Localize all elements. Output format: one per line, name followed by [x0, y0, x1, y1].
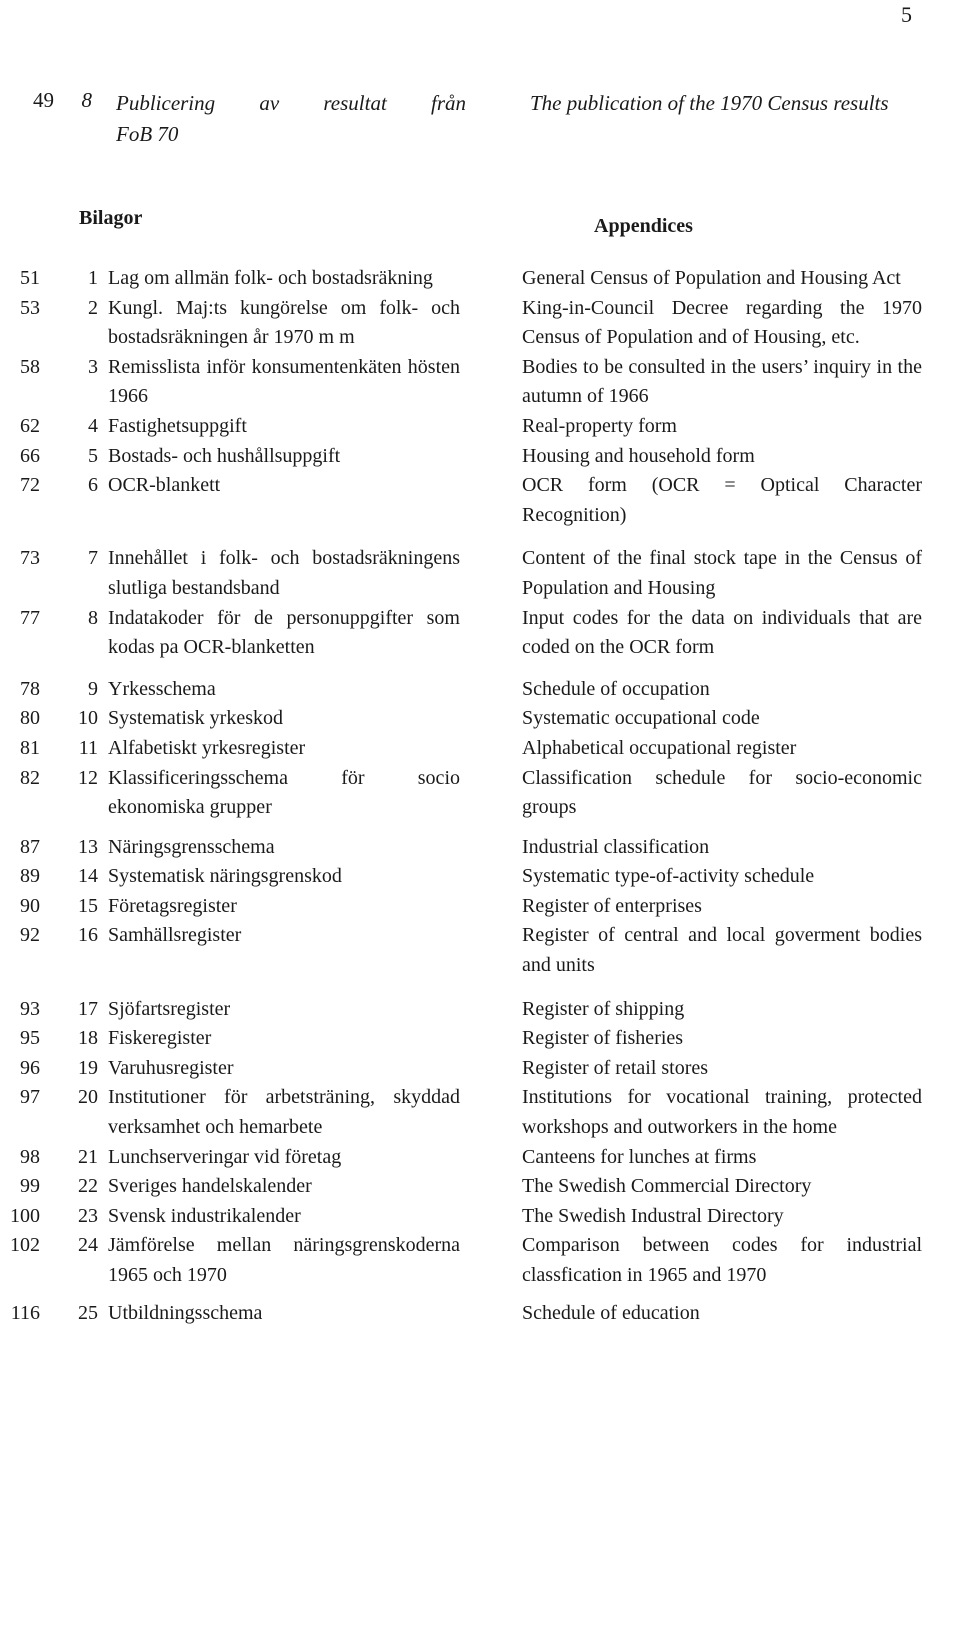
appendix-row [0, 412, 960, 442]
appendix-title-en: OCR form (OCR = Optical Character Recognition) [522, 474, 922, 526]
heading-appendices: Appendices [594, 215, 693, 237]
page-number: 5 [901, 2, 912, 27]
appendix-row [0, 471, 960, 530]
appendix-row [0, 544, 960, 603]
appendix-title-en: Content of the final stock tape in the Census of Population and Housing [522, 547, 922, 599]
appendix-number: 5 [88, 444, 98, 467]
appendix-page: 90 [20, 894, 40, 917]
appendix-row [0, 734, 960, 764]
publication-number: 8 [81, 88, 92, 112]
appendix-title-sv: OCR-blankett [108, 474, 221, 497]
appendix-page: 87 [20, 835, 40, 858]
appendix-row [0, 1083, 960, 1142]
appendix-list [0, 264, 960, 1328]
appendix-title-en: Systematic type-of-activity schedule [522, 865, 815, 888]
publication-title-sv [116, 88, 466, 150]
appendix-title-sv: Alfabetiskt yrkesregister [108, 736, 306, 759]
appendix-page: 92 [20, 924, 40, 947]
appendix-row [0, 892, 960, 922]
appendix-title-en: Register of central and local goverment bodies and units [522, 924, 922, 977]
appendix-page: 81 [20, 736, 40, 759]
appendix-title-en: Schedule of education [522, 1301, 700, 1324]
appendix-page: 51 [20, 267, 40, 289]
appendix-title-sv: Svensk industrikalender [108, 1204, 301, 1227]
appendix-row [0, 442, 960, 472]
appendix-row [0, 1054, 960, 1084]
appendix-row [0, 764, 960, 823]
appendix-number: 21 [78, 1145, 98, 1168]
appendix-number: 24 [78, 1234, 98, 1257]
appendix-page: 77 [20, 606, 40, 629]
appendix-title-sv: Samhällsregister [108, 924, 242, 947]
appendix-page: 82 [20, 766, 40, 789]
appendix-row [0, 1202, 960, 1232]
publication-title-sv-line1: Publicering av resultat från [116, 91, 466, 115]
appendix-row [0, 1299, 960, 1329]
appendix-title-en: Institutions for vocational training, protected workshops and outworkers in the home [522, 1086, 922, 1139]
appendix-row [0, 921, 960, 980]
appendix-number: 6 [88, 474, 98, 497]
appendix-number: 17 [78, 997, 98, 1020]
appendix-title-en: Alphabetical occupational register [522, 736, 797, 759]
appendix-title-sv: Kungl. Maj:ts kungörelse om folk- och bostadsräkningen år 1970 m m [108, 296, 460, 349]
appendix-number: 13 [78, 835, 98, 858]
appendix-title-sv: Utbildningsschema [108, 1301, 263, 1324]
appendix-title-sv: Institutioner för arbetsträning, skyddad verksamhet och hemarbete [108, 1086, 460, 1139]
appendix-number: 2 [88, 296, 98, 319]
appendix-number: 8 [88, 606, 98, 629]
appendix-title-sv: Lag om allmän folk- och bostadsräkning [108, 267, 433, 289]
appendix-page: 58 [20, 355, 40, 378]
appendix-title-sv: Yrkesschema [108, 677, 216, 700]
appendix-row [0, 264, 960, 294]
appendix-title-en: The Swedish Commercial Directory [522, 1175, 812, 1198]
appendix-row [0, 1172, 960, 1202]
appendix-number: 23 [78, 1204, 98, 1227]
appendix-page: 97 [20, 1086, 40, 1109]
appendix-row [0, 862, 960, 892]
appendix-row [0, 353, 960, 412]
appendix-number: 12 [78, 766, 98, 789]
appendix-title-sv: Lunchserveringar vid företag [108, 1145, 342, 1168]
appendix-title-en: Systematic occupational code [522, 707, 760, 730]
appendix-title-en: Industrial classification [522, 835, 710, 858]
appendix-number: 11 [78, 736, 98, 759]
appendix-title-en: Register of enterprises [522, 894, 702, 917]
appendix-title-sv: Fiskeregister [108, 1027, 212, 1050]
appendix-number: 22 [78, 1175, 98, 1198]
appendix-page: 53 [20, 296, 40, 319]
publication-entry [0, 88, 960, 148]
appendix-number: 25 [78, 1301, 98, 1324]
appendix-page: 96 [20, 1056, 40, 1079]
appendix-title-en: Canteens for lunches at firms [522, 1145, 757, 1168]
appendix-title-en: Register of fisheries [522, 1027, 684, 1050]
appendix-title-sv: Fastighetsuppgift [108, 414, 247, 437]
appendix-title-sv: Varuhusregister [108, 1056, 234, 1079]
appendix-row [0, 604, 960, 663]
appendix-number: 10 [78, 707, 98, 730]
appendix-row [0, 833, 960, 863]
appendix-number: 7 [88, 547, 98, 570]
appendix-number: 3 [88, 355, 98, 378]
appendix-page: 102 [10, 1234, 40, 1257]
appendix-number: 19 [78, 1056, 98, 1079]
appendix-title-en: Real-property form [522, 414, 677, 437]
appendix-number: 9 [88, 677, 98, 700]
appendix-page: 116 [10, 1301, 40, 1324]
appendix-title-en: Comparison between codes for industrial classfication in 1965 and 1970 [522, 1234, 922, 1286]
appendix-title-sv: Bostads- och hushållsuppgift [108, 444, 341, 467]
appendix-page: 78 [20, 677, 40, 700]
appendix-title-en: General Census of Population and Housing Act [522, 267, 901, 289]
appendix-number: 20 [78, 1086, 98, 1109]
appendix-title-en: Housing and household form [522, 444, 755, 467]
appendix-page: 62 [20, 414, 40, 437]
appendix-title-en: Register of shipping [522, 997, 685, 1020]
appendix-number: 1 [88, 267, 98, 289]
appendix-title-en: Register of retail stores [522, 1056, 709, 1079]
appendix-row [0, 294, 960, 353]
appendix-row [0, 1231, 960, 1290]
appendix-title-sv: Jämförelse mellan näringsgrenskoderna 1965 och 1970 [108, 1234, 460, 1286]
appendix-title-sv: Näringsgrensschema [108, 835, 275, 858]
appendix-title-sv: Klassificeringsschema för socio ekonomiska grupper [108, 766, 460, 819]
appendix-title-sv: Sjöfartsregister [108, 997, 231, 1020]
appendix-title-sv: Remisslista inför konsumentenkäten hösten 1966 [108, 355, 460, 408]
appendix-page: 99 [20, 1175, 40, 1198]
publication-title-sv-line2: FoB 70 [116, 122, 179, 146]
appendix-number: 15 [78, 894, 98, 917]
appendix-page: 72 [20, 474, 40, 497]
appendix-title-sv: Innehållet i folk- och bostadsräkningens slutliga bestandsband [108, 547, 460, 599]
appendix-page: 73 [20, 547, 40, 570]
appendix-title-en: Schedule of occupation [522, 677, 710, 700]
appendix-row [0, 1143, 960, 1173]
appendix-number: 16 [78, 924, 98, 947]
appendix-row [0, 995, 960, 1025]
appendix-title-en: Input codes for the data on individuals that are coded on the OCR form [522, 606, 922, 659]
heading-bilagor: Bilagor [79, 207, 143, 229]
appendix-title-sv: Indatakoder för de personuppgifter som kodas pa OCR-blanketten [108, 606, 460, 659]
appendix-row [0, 675, 960, 705]
appendix-title-sv: Sveriges handelskalender [108, 1175, 312, 1198]
appendix-row [0, 1024, 960, 1054]
appendix-page: 80 [20, 707, 40, 730]
appendix-title-en: Classification schedule for socio-economic groups [522, 766, 922, 819]
appendix-title-en: The Swedish Industral Directory [522, 1204, 784, 1227]
appendix-title-en: Bodies to be consulted in the users’ inquiry in the autumn of 1966 [522, 355, 922, 408]
appendix-row [0, 704, 960, 734]
appendix-number: 18 [78, 1027, 98, 1050]
appendix-number: 4 [88, 414, 98, 437]
appendix-page: 89 [20, 865, 40, 888]
appendix-page: 100 [10, 1204, 40, 1227]
publication-title-en: The publication of the 1970 Census results [530, 91, 889, 115]
publication-page: 49 [33, 88, 54, 112]
appendix-title-sv: Systematisk näringsgrenskod [108, 865, 342, 888]
appendix-page: 95 [20, 1027, 40, 1050]
appendix-title-en: King-in-Council Decree regarding the 1970 Census of Population and of Housing, etc. [522, 296, 922, 349]
appendix-page: 93 [20, 997, 40, 1020]
appendix-number: 14 [78, 865, 98, 888]
appendix-title-sv: Företagsregister [108, 894, 237, 917]
appendix-page: 98 [20, 1145, 40, 1168]
appendix-title-sv: Systematisk yrkeskod [108, 707, 283, 730]
appendix-page: 66 [20, 444, 40, 467]
